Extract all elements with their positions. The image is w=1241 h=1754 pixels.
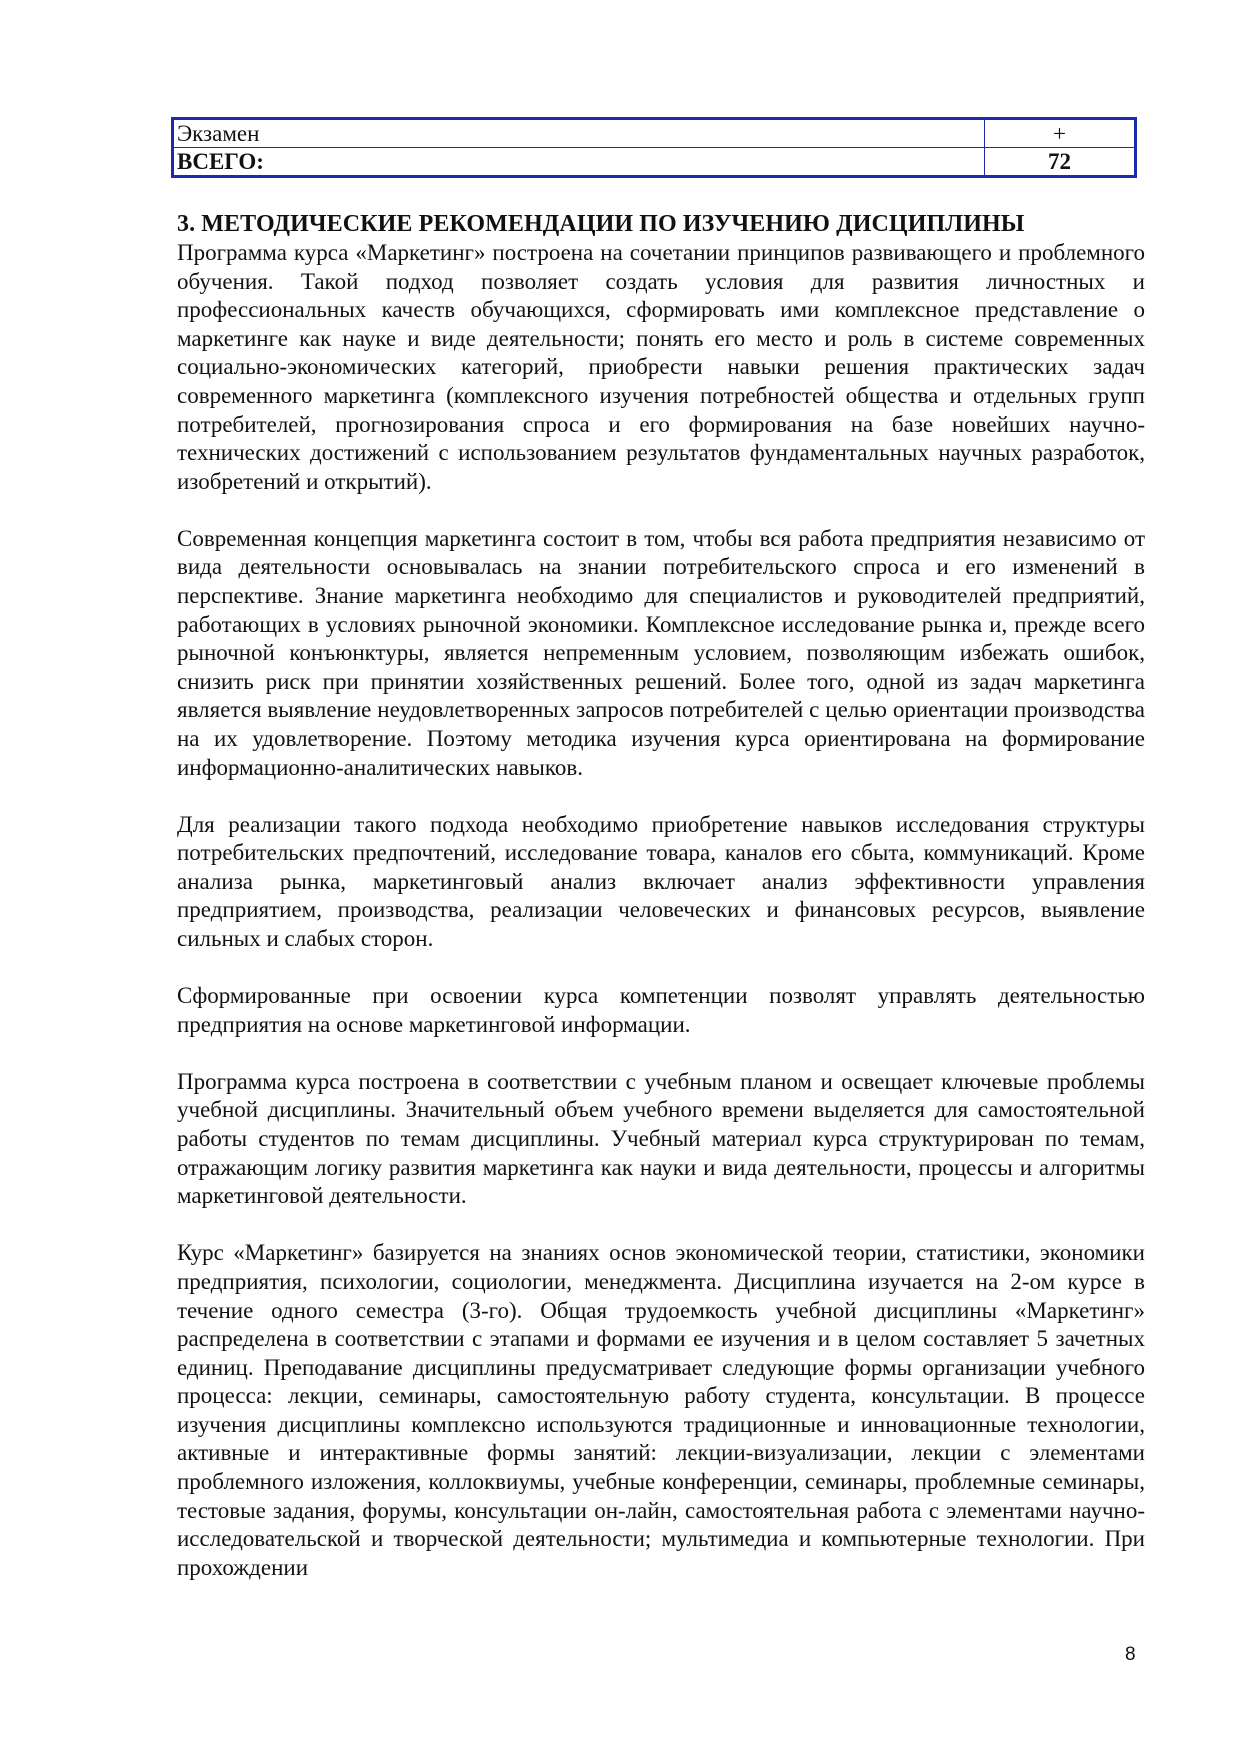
- hours-summary-table: [171, 117, 1137, 178]
- page-number: 8: [1125, 1644, 1136, 1665]
- paragraph-2: Современная концепция маркетинга состоит в том, чтобы вся работа предприятия независимо от вида деятельности основывалась на знании потребительского спроса и его изменений в перспективе. Знание маркетинга необходимо для специалистов и руководителей предприятий, работающих в условиях рыночной экономики. Комплексное исследование рынка и, прежде всего рыночной конъюнктуры, является непременным условием, позволяющим избежать ошибок, снизить риск при принятии хозяйственных решений. Более того, одной из задач маркетинга является выявление неудовлетворенных запросов потребителей с целью ориентации производства на их удовлетворение. Поэтому методика изучения курса ориентирована на формирование информационно-аналитических навыков.: [177, 525, 1145, 780]
- paragraph-5: Программа курса построена в соответствии с учебным планом и освещает ключевые проблемы учебной дисциплины. Значительный объем учебного времени выделяется для самостоятельной работы студентов по темам дисциплины. Учебный материал курса структурирован по темам, отражающим логику развития маркетинга как науки и вида деятельности, процессы и алгоритмы маркетинговой деятельности.: [177, 1068, 1145, 1209]
- table-row-total: [173, 148, 1136, 177]
- row-value-exam: +: [985, 119, 1136, 148]
- section-heading: 3. МЕТОДИЧЕСКИЕ РЕКОМЕНДАЦИИ ПО ИЗУЧЕНИЮ ДИСЦИПЛИНЫ: [177, 211, 1025, 237]
- row-label-exam: Экзамен: [173, 119, 985, 148]
- paragraph-4: Сформированные при освоении курса компетенции позволят управлять деятельностью предприятия на основе маркетинговой информации.: [177, 983, 1145, 1037]
- section-content: [177, 210, 1145, 1611]
- row-value-total: 72: [985, 148, 1136, 177]
- paragraph-6: Курс «Маркетинг» базируется на знаниях основ экономической теории, статистики, экономики предприятия, психологии, социологии, менеджмента. Дисциплина изучается на 2-ом курсе в течение одного семестра (3-го). Общая трудоемкость учебной дисциплины «Маркетинг» распределена в соответствии с этапами и формами ее изучения и в целом составляет 5 зачетных единиц. Преподавание дисциплины предусматривает следующие формы организации учебного процесса: лекции, семинары, самостоятельную работу студента, консультации. В процессе изучения дисциплины комплексно используются традиционные и инновационные технологии, активные и интерактивные формы занятий: лекции-визуализации, лекции с элементами проблемного изложения, коллоквиумы, учебные конференции, семинары, проблемные семинары, тестовые задания, форумы, консультации он-лайн, самостоятельная работа с элементами научно-исследовательской и творческой деятельности; мультимедиа и компьютерные технологии. При прохождении: [177, 1240, 1145, 1580]
- paragraph-3: Для реализации такого подхода необходимо приобретение навыков исследования структуры потребительских предпочтений, исследование товара, каналов его сбыта, коммуникаций. Кроме анализа рынка, маркетинговый анализ включает анализ эффективности управления предприятием, производства, реализации человеческих и финансовых ресурсов, выявление сильных и слабых сторон.: [177, 811, 1145, 952]
- table-row: [173, 119, 1136, 148]
- paragraph-1: Программа курса «Маркетинг» построена на сочетании принципов развивающего и проблемного обучения. Такой подход позволяет создать условия для развития личностных и профессиональных качеств обучающихся, сформировать ими комплексное представление о маркетинге как науке и виде деятельности; понять его место и роль в системе современных социально-экономических категорий, приобрести навыки решения практических задач современного маркетинга (комплексного изучения потребностей общества и отдельных групп потребителей, прогнозирования спроса и его формирования на базе новейших научно-технических достижений с использованием результатов фундаментальных научных разработок, изобретений и открытий).: [177, 240, 1145, 494]
- row-label-total: ВСЕГО:: [173, 148, 985, 177]
